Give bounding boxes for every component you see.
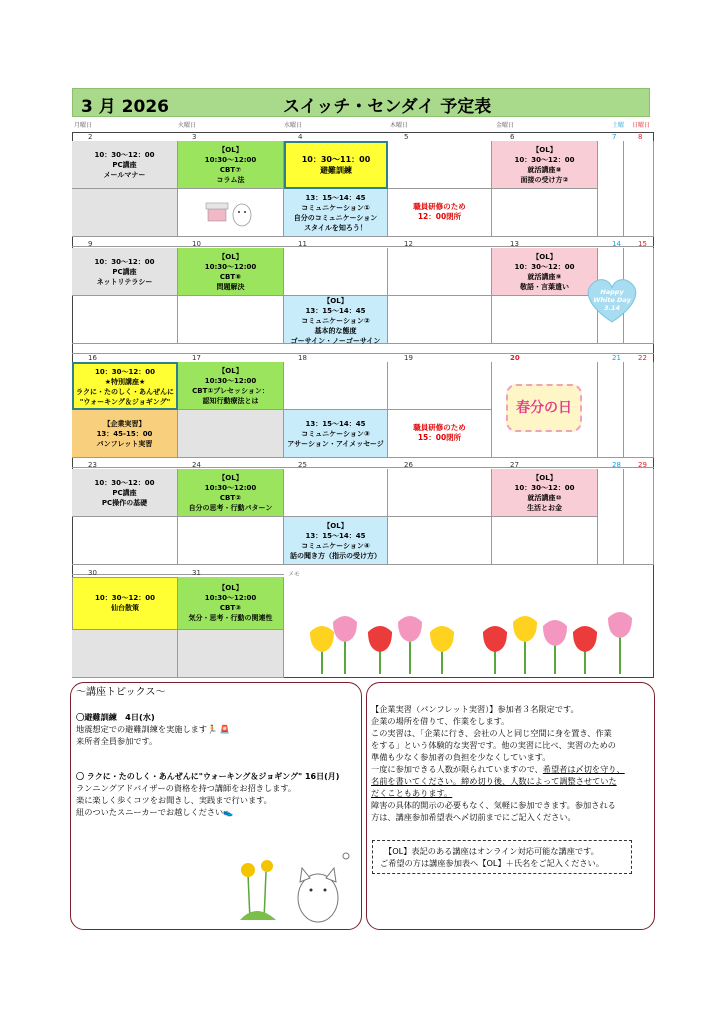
holiday-cell (492, 362, 598, 458)
notice-text: 企業の場所を借りて、作業をします。 (371, 716, 510, 726)
day-number: 11 (298, 240, 307, 248)
topic-heading: 〇避難訓練 4日(水) (76, 712, 155, 722)
topic-text: 楽に楽しく歩くコツをお聞きし、実践まで行います。 (76, 795, 272, 805)
notice-text: 【企業実習（パンフレット実習）】参加者３名限定です。 (371, 704, 579, 714)
weekend-cell (624, 469, 654, 565)
month-label: 3 月 2026 (81, 97, 169, 117)
event-cell[interactable]: 【OL】 10：30～12：00 就活講座⑧ 面接の受け方② (492, 141, 598, 189)
holiday-badge (506, 384, 582, 432)
weekday-sun: 日曜日 (632, 122, 651, 129)
cat-illustration-icon (202, 193, 262, 233)
weekend-cell (598, 141, 624, 237)
week-header (72, 458, 654, 468)
memo-label: メモ (288, 571, 301, 578)
empty-cell (178, 410, 284, 458)
empty-cell (72, 189, 178, 237)
event-cell[interactable]: 10：30～12：00 仙台散策 (72, 577, 178, 630)
event-cell[interactable]: 【OL】 13：15～14：45 コミュニケーション② 基本的な態度 ゴーサイン・ノーゴーサイン (284, 296, 388, 344)
empty-cell (284, 362, 388, 410)
topic-text: ランニングアドバイザーの資格を持つ講師をお招きします。 (76, 783, 297, 793)
notice-text: をする」という体験的な実習です。他の実習に比べ、実習のための (371, 740, 616, 750)
day-number: 23 (88, 461, 97, 469)
day-number: 9 (88, 240, 93, 248)
day-number: 24 (192, 461, 201, 469)
topic-text: 来所者全員参加です。 (76, 736, 158, 746)
empty-cell (72, 517, 178, 565)
holiday-label: 春分の日 (516, 400, 572, 416)
topics-title: ～講座トピックス～ (76, 687, 166, 698)
event-cell[interactable]: 13：15～14：45 コミュニケーション③ アサーション・アイメッセージ (284, 410, 388, 458)
day-number: 8 (638, 133, 643, 141)
day-number: 28 (612, 461, 621, 469)
day-number: 16 (88, 354, 97, 362)
tulips-illustration-icon (300, 606, 640, 676)
weekday-tue: 火曜日 (178, 122, 197, 129)
weekend-cell (598, 469, 624, 565)
empty-cell (284, 248, 388, 296)
white-day-heart-icon: Happy White Day 3.14 (584, 276, 640, 324)
weekend-cell (598, 362, 624, 458)
day-number: 5 (404, 133, 409, 141)
notice-cell: 職員研修のため 12：00閉所 (388, 189, 492, 237)
week-header (72, 565, 284, 575)
day-number: 22 (638, 354, 647, 362)
empty-cell (492, 189, 598, 237)
day-number: 29 (638, 461, 647, 469)
empty-cell (284, 469, 388, 517)
event-cell[interactable]: 【OL】 10:30～12:00 CBT② 自分の思考・行動パターン (178, 469, 284, 517)
ol-note-text: 【OL】表記のある講座はオンライン対応可能な講座です。 (384, 846, 599, 856)
notice-text: だくこともあります。 (371, 788, 453, 798)
week-header (72, 237, 654, 247)
weekend-cell (624, 141, 654, 237)
event-cell[interactable]: 13：15～14：45 コミュニケーション① 自分のコミュニケーション スタイルを知ろう！ (284, 189, 388, 237)
empty-cell (388, 469, 492, 517)
day-number: 27 (510, 461, 519, 469)
day-number: 14 (612, 240, 621, 248)
day-number: 18 (298, 354, 307, 362)
empty-cell (178, 630, 284, 678)
event-cell[interactable]: 【OL】 10:30～12:00 CBT①プレセッション： 認知行動療法とは (178, 362, 284, 410)
weekend-cell (624, 362, 654, 458)
event-cell[interactable]: 【OL】 10:30～12:00 CBT③ 気分・思考・行動の関連性 (178, 577, 284, 630)
empty-cell (178, 517, 284, 565)
day-number: 20 (510, 354, 520, 362)
topic-heading: 〇 ラクに・たのしく・あんぜんに"ウォーキング＆ジョギング" 16日(月) (76, 772, 340, 781)
empty-cell (388, 362, 492, 410)
weekday-sat: 土曜 (612, 122, 625, 129)
day-number: 19 (404, 354, 413, 362)
empty-cell (388, 248, 492, 296)
day-number: 31 (192, 569, 201, 577)
title-bar (72, 88, 650, 117)
day-number: 3 (192, 133, 197, 141)
page-title: スイッチ・センダイ 予定表 (283, 97, 492, 117)
ol-note-text: ご希望の方は講座参加表へ【OL】＋氏名をご記入ください。 (380, 858, 604, 868)
empty-cell (492, 296, 598, 344)
weekday-wed: 水曜日 (284, 122, 303, 129)
day-number: 26 (404, 461, 413, 469)
notice-cell: 職員研修のため 15：00閉所 (388, 410, 492, 458)
day-number: 25 (298, 461, 307, 469)
event-cell[interactable]: 10：30～12：00 PC講座 PC操作の基礎 (72, 469, 178, 517)
day-number: 30 (88, 569, 97, 577)
cat-dandelion-illustration-icon (236, 846, 356, 926)
event-cell[interactable]: 【企業実習】 13：45-15：00 パンフレット実習 (72, 410, 178, 458)
weekday-fri: 金曜日 (496, 122, 515, 129)
notice-text: 準備も少なく参加者の負担を少なくしています。 (371, 752, 551, 762)
day-number: 4 (298, 133, 303, 141)
day-number: 12 (404, 240, 413, 248)
day-number: 7 (612, 133, 617, 141)
day-number: 15 (638, 240, 647, 248)
day-number: 21 (612, 354, 621, 362)
event-cell[interactable]: 【OL】 10：30～12：00 就活講座⑩ 生活とお金 (492, 469, 598, 517)
event-cell[interactable]: 【OL】 10:30～12:00 CBT⑦ コラム法 (178, 141, 284, 189)
empty-cell (178, 296, 284, 344)
empty-cell (388, 296, 492, 344)
day-number: 10 (192, 240, 201, 248)
topic-text: 地震想定での避難訓練を実施します🏃 🚨 (76, 724, 230, 734)
notice-text: 名前を書いてください。締め切り後、人数によって調整させていた (371, 776, 617, 786)
topic-text: 紐のついたスニーカーでお越しください👟 (76, 807, 234, 817)
day-number: 13 (510, 240, 519, 248)
event-cell[interactable]: 10：30～12：00 ★特別講座★ ラクに・たのしく・あんぜんに "ウォーキング＆ジョギング" (72, 362, 178, 410)
empty-cell (388, 141, 492, 189)
weekday-thu: 木曜日 (390, 122, 409, 129)
empty-cell (492, 517, 598, 565)
week-header (72, 344, 654, 354)
notice-text: 障害の具体的開示の必要もなく、気軽に参加できます。参加される (371, 800, 616, 810)
notice-text: この実習は、「企業に行き、会社の人と同じ空間に身を置き、作業 (371, 728, 612, 738)
day-number: 6 (510, 133, 515, 141)
event-cell[interactable]: 【OL】 10:30～12:00 CBT⑧ 問題解決 (178, 248, 284, 296)
day-number: 2 (88, 133, 93, 141)
empty-cell (72, 630, 178, 678)
event-cell[interactable]: 【OL】 13：15～14：45 コミュニケーション④ 話の聞き方（指示の受け方） (284, 517, 388, 565)
empty-cell (72, 296, 178, 344)
notice-text: 一度に参加できる人数が限られていますので、希望者は〆切を守り、 (371, 764, 625, 774)
event-cell[interactable]: 10：30～11：00 避難訓練 (284, 141, 388, 189)
empty-cell (388, 517, 492, 565)
weekday-mon: 月曜日 (74, 122, 93, 129)
notice-text: 方は、講座参加希望表へ〆切前までにご記入ください。 (371, 812, 576, 822)
day-number: 17 (192, 354, 201, 362)
event-cell[interactable]: 【OL】 10：30～12：00 就活講座⑨ 敬語・言葉遣い (492, 248, 598, 296)
event-cell[interactable]: 10：30～12：00 PC講座 ネットリテラシー (72, 248, 178, 296)
empty-cell (178, 189, 284, 237)
event-cell[interactable]: 10：30～12：00 PC講座 メールマナー (72, 141, 178, 189)
